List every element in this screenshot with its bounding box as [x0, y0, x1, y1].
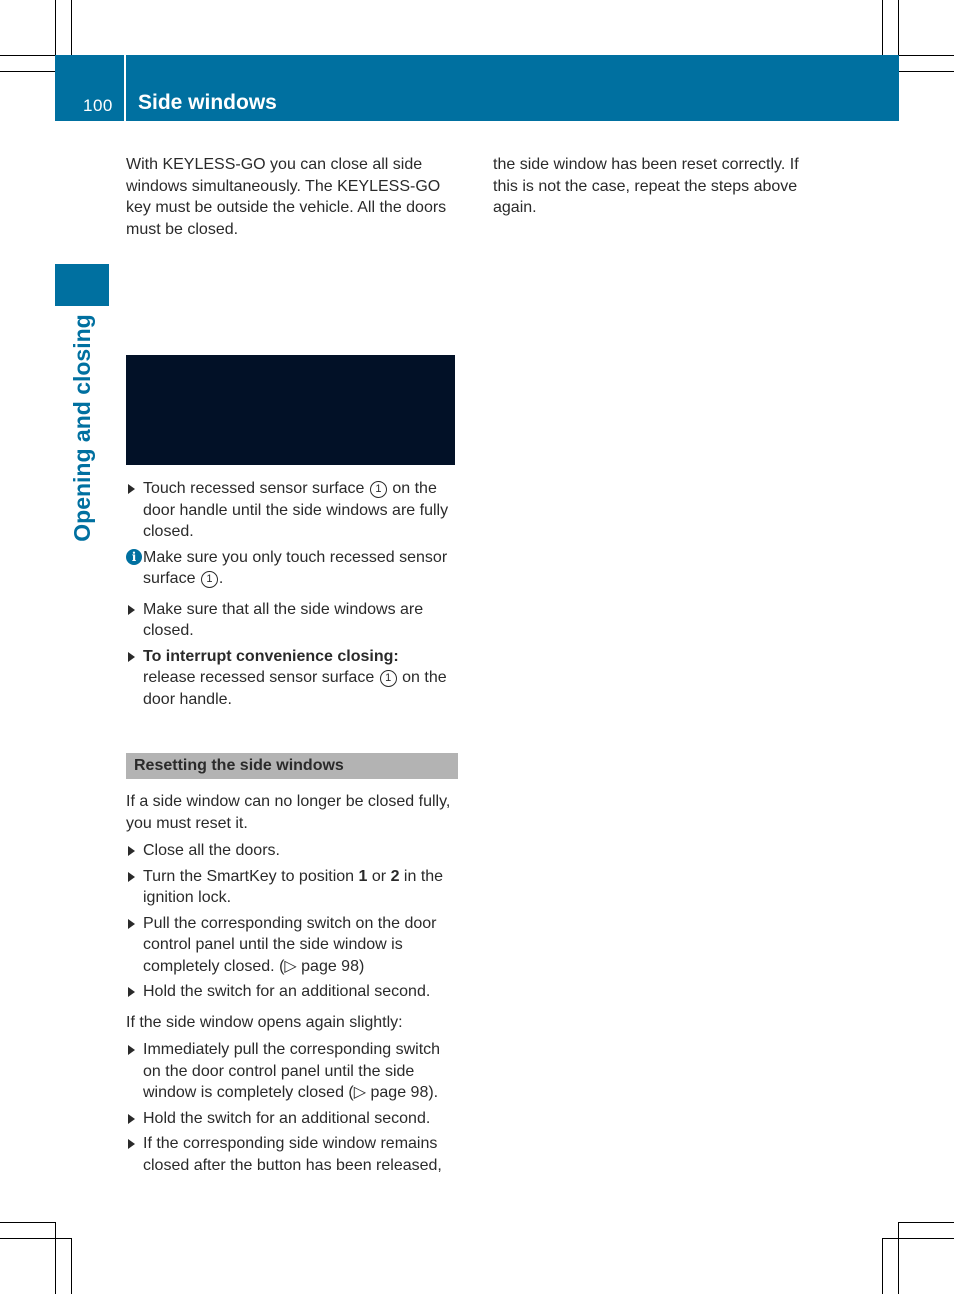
crop-mark: [55, 1222, 56, 1294]
crop-mark: [0, 1238, 71, 1239]
header-divider: [124, 55, 126, 121]
list-item: Make sure that all the side windows are closed.: [126, 599, 458, 642]
reset-intro: If a side window can no longer be closed fully, you must reset it.: [126, 793, 451, 832]
chapter-label: Opening and closing: [69, 314, 95, 542]
info-note: i Make sure you only touch recessed sensor surface 1 .: [126, 547, 458, 590]
crop-mark: [0, 71, 55, 72]
section-heading: Resetting the side windows: [126, 753, 458, 779]
crop-mark: [882, 0, 883, 55]
interrupt-heading: To interrupt convenience closing:: [143, 647, 399, 665]
page-header: [55, 55, 899, 121]
info-icon: i: [126, 549, 142, 565]
callout-1-icon: 1: [201, 571, 218, 588]
bullet-arrow-icon: [128, 872, 135, 882]
bullet-arrow-icon: [128, 987, 135, 997]
crop-mark: [898, 1222, 954, 1223]
bullet-arrow-icon: [128, 652, 135, 662]
intro-paragraph: With KEYLESS-GO you can close all side windows simultaneously. The KEYLESS-GO key must be outside the vehicle. All the doors must be closed.: [126, 156, 447, 238]
callout-1-icon: 1: [380, 670, 397, 687]
list-item: Hold the switch for an additional second.: [126, 1108, 458, 1130]
crop-mark: [71, 0, 72, 55]
crop-mark: [898, 1222, 899, 1294]
crop-mark: [55, 0, 56, 55]
crop-mark: [0, 55, 55, 56]
right-column: [493, 154, 813, 219]
callout-1-icon: 1: [370, 481, 387, 498]
list-item: Close all the doors.: [126, 840, 458, 862]
crop-mark: [898, 0, 899, 55]
crop-mark: [899, 55, 954, 56]
door-handle-figure: [126, 254, 455, 466]
bullet-arrow-icon: [128, 605, 135, 615]
figure-upper-area: [126, 254, 455, 355]
page-title: Side windows: [138, 91, 277, 114]
reopen-intro: If the side window opens again slightly:: [126, 1013, 403, 1031]
list-item: If the corresponding side window remains closed after the button has been released,: [126, 1133, 458, 1176]
list-item: Touch recessed sensor surface 1 on the door handle until the side windows are fully closed.: [126, 478, 458, 543]
list-item: Pull the corresponding switch on the door control panel until the side window is completely closed. (▷ page 98): [126, 913, 458, 978]
bullet-arrow-icon: [128, 1139, 135, 1149]
crop-mark: [882, 1238, 883, 1294]
crop-mark: [882, 1238, 954, 1239]
bullet-arrow-icon: [128, 919, 135, 929]
list-item: Immediately pull the corresponding switch on the door control panel until the side window is completely closed (▷ page 98).: [126, 1039, 458, 1104]
bullet-arrow-icon: [128, 1114, 135, 1124]
figure-dark-area: [126, 355, 455, 465]
page-number: 100: [83, 96, 113, 115]
bullet-arrow-icon: [128, 484, 135, 494]
crop-mark: [0, 1222, 55, 1223]
left-column: [126, 154, 458, 1180]
bullet-arrow-icon: [128, 1045, 135, 1055]
crop-mark: [71, 1238, 72, 1294]
continuation-paragraph: the side window has been reset correctly. If this is not the case, repeat the steps above again.: [493, 156, 799, 216]
list-item: To interrupt convenience closing: release recessed sensor surface 1 on the door handle.: [126, 646, 458, 711]
list-item: Hold the switch for an additional second.: [126, 981, 458, 1003]
bullet-arrow-icon: [128, 846, 135, 856]
chapter-tab: [55, 264, 109, 306]
list-item: Turn the SmartKey to position 1 or 2 in the ignition lock.: [126, 866, 458, 909]
crop-mark: [899, 71, 954, 72]
